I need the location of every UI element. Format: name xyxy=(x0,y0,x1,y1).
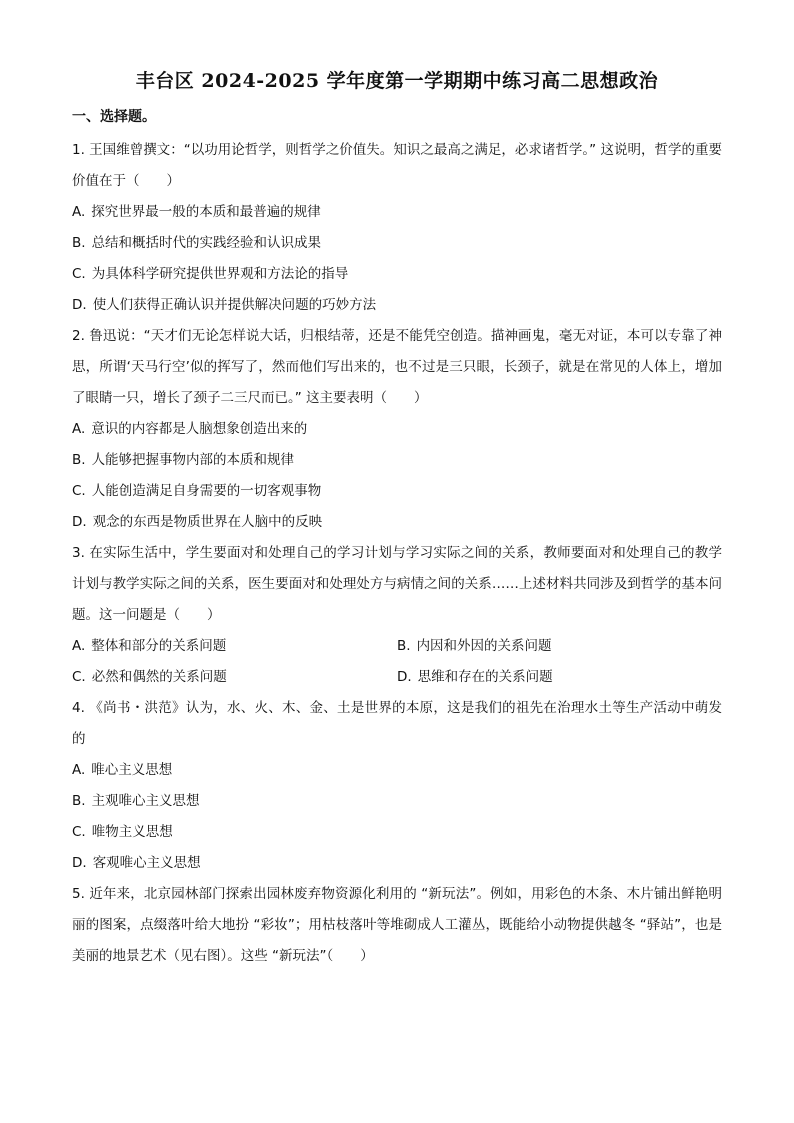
question-5-stem: 5. 近年来，北京园林部门探索出园林废弃物资源化利用的 “新玩法”。例如，用彩色的木条、木片铺出鲜艳明丽的图案，点缀落叶给大地扮 “彩妆”；用枯枝落叶等堆砌成人工灌丛，既能给小动物提供越冬 “驿站”，也是美丽的地景艺术（见右图）。这些 “新玩法”（ ） xyxy=(72,886,722,964)
question-1-option-b: B. 总结和概括时代的实践经验和认识成果 xyxy=(72,235,322,251)
question-2-stem: 2. 鲁迅说：“天才们无论怎样说大话，归根结蒂，还是不能凭空创造。描神画鬼，毫无对证，本可以专靠了神思，所谓‘天马行空’似的挥写了，然而他们写出来的，也不过是三只眼，长颈子，就是在常见的人体上，增加了眼睛一只，增长了颈子二三尺而已。” 这主要表明（ ） xyxy=(72,328,722,406)
question-3-option-d: D. 思维和存在的关系问题 xyxy=(397,669,553,685)
question-3-option-a: A. 整体和部分的关系问题 xyxy=(72,638,227,654)
question-3-option-b: B. 内因和外因的关系问题 xyxy=(397,638,552,654)
question-3-options-row-1 xyxy=(72,631,722,662)
question-1-option-d: D. 使人们获得正确认识并提供解决问题的巧妙方法 xyxy=(72,297,377,313)
question-3-options-row-2 xyxy=(72,662,722,693)
question-4-option-a: A. 唯心主义思想 xyxy=(72,762,173,778)
page-title: 丰台区 2024-2025 学年度第一学期期中练习高二思想政治 xyxy=(135,70,659,92)
question-4-stem: 4. 《尚书・洪范》认为，水、火、木、金、土是世界的本原，这是我们的祖先在治理水土等生产活动中萌发的 xyxy=(72,700,722,747)
question-2-option-d: D. 观念的东西是物质世界在人脑中的反映 xyxy=(72,514,323,530)
question-3-stem: 3. 在实际生活中，学生要面对和处理自己的学习计划与学习实际之间的关系，教师要面对和处理自己的教学计划与教学实际之间的关系，医生要面对和处理处方与病情之间的关系……上述材料共同涉及到哲学的基本问题。这一问题是（ ） xyxy=(72,545,722,623)
question-1-option-c: C. 为具体科学研究提供世界观和方法论的指导 xyxy=(72,266,349,282)
question-4-option-c: C. 唯物主义思想 xyxy=(72,824,173,840)
question-1-option-a: A. 探究世界最一般的本质和最普遍的规律 xyxy=(72,204,321,220)
question-2-option-c: C. 人能创造满足自身需要的一切客观事物 xyxy=(72,483,322,499)
question-3-option-c: C. 必然和偶然的关系问题 xyxy=(72,669,227,685)
question-4-option-d: D. 客观唯心主义思想 xyxy=(72,855,201,871)
question-4-option-b: B. 主观唯心主义思想 xyxy=(72,793,200,809)
section-heading: 一、选择题。 xyxy=(72,109,156,125)
exam-content xyxy=(72,104,722,972)
question-1-stem: 1. 王国维曾撰文：“以功用论哲学，则哲学之价值失。知识之最高之满足，必求诸哲学。” 这说明，哲学的重要价值在于（ ） xyxy=(72,142,722,189)
question-2-option-a: A. 意识的内容都是人脑想象创造出来的 xyxy=(72,421,308,437)
question-2-option-b: B. 人能够把握事物内部的本质和规律 xyxy=(72,452,295,468)
